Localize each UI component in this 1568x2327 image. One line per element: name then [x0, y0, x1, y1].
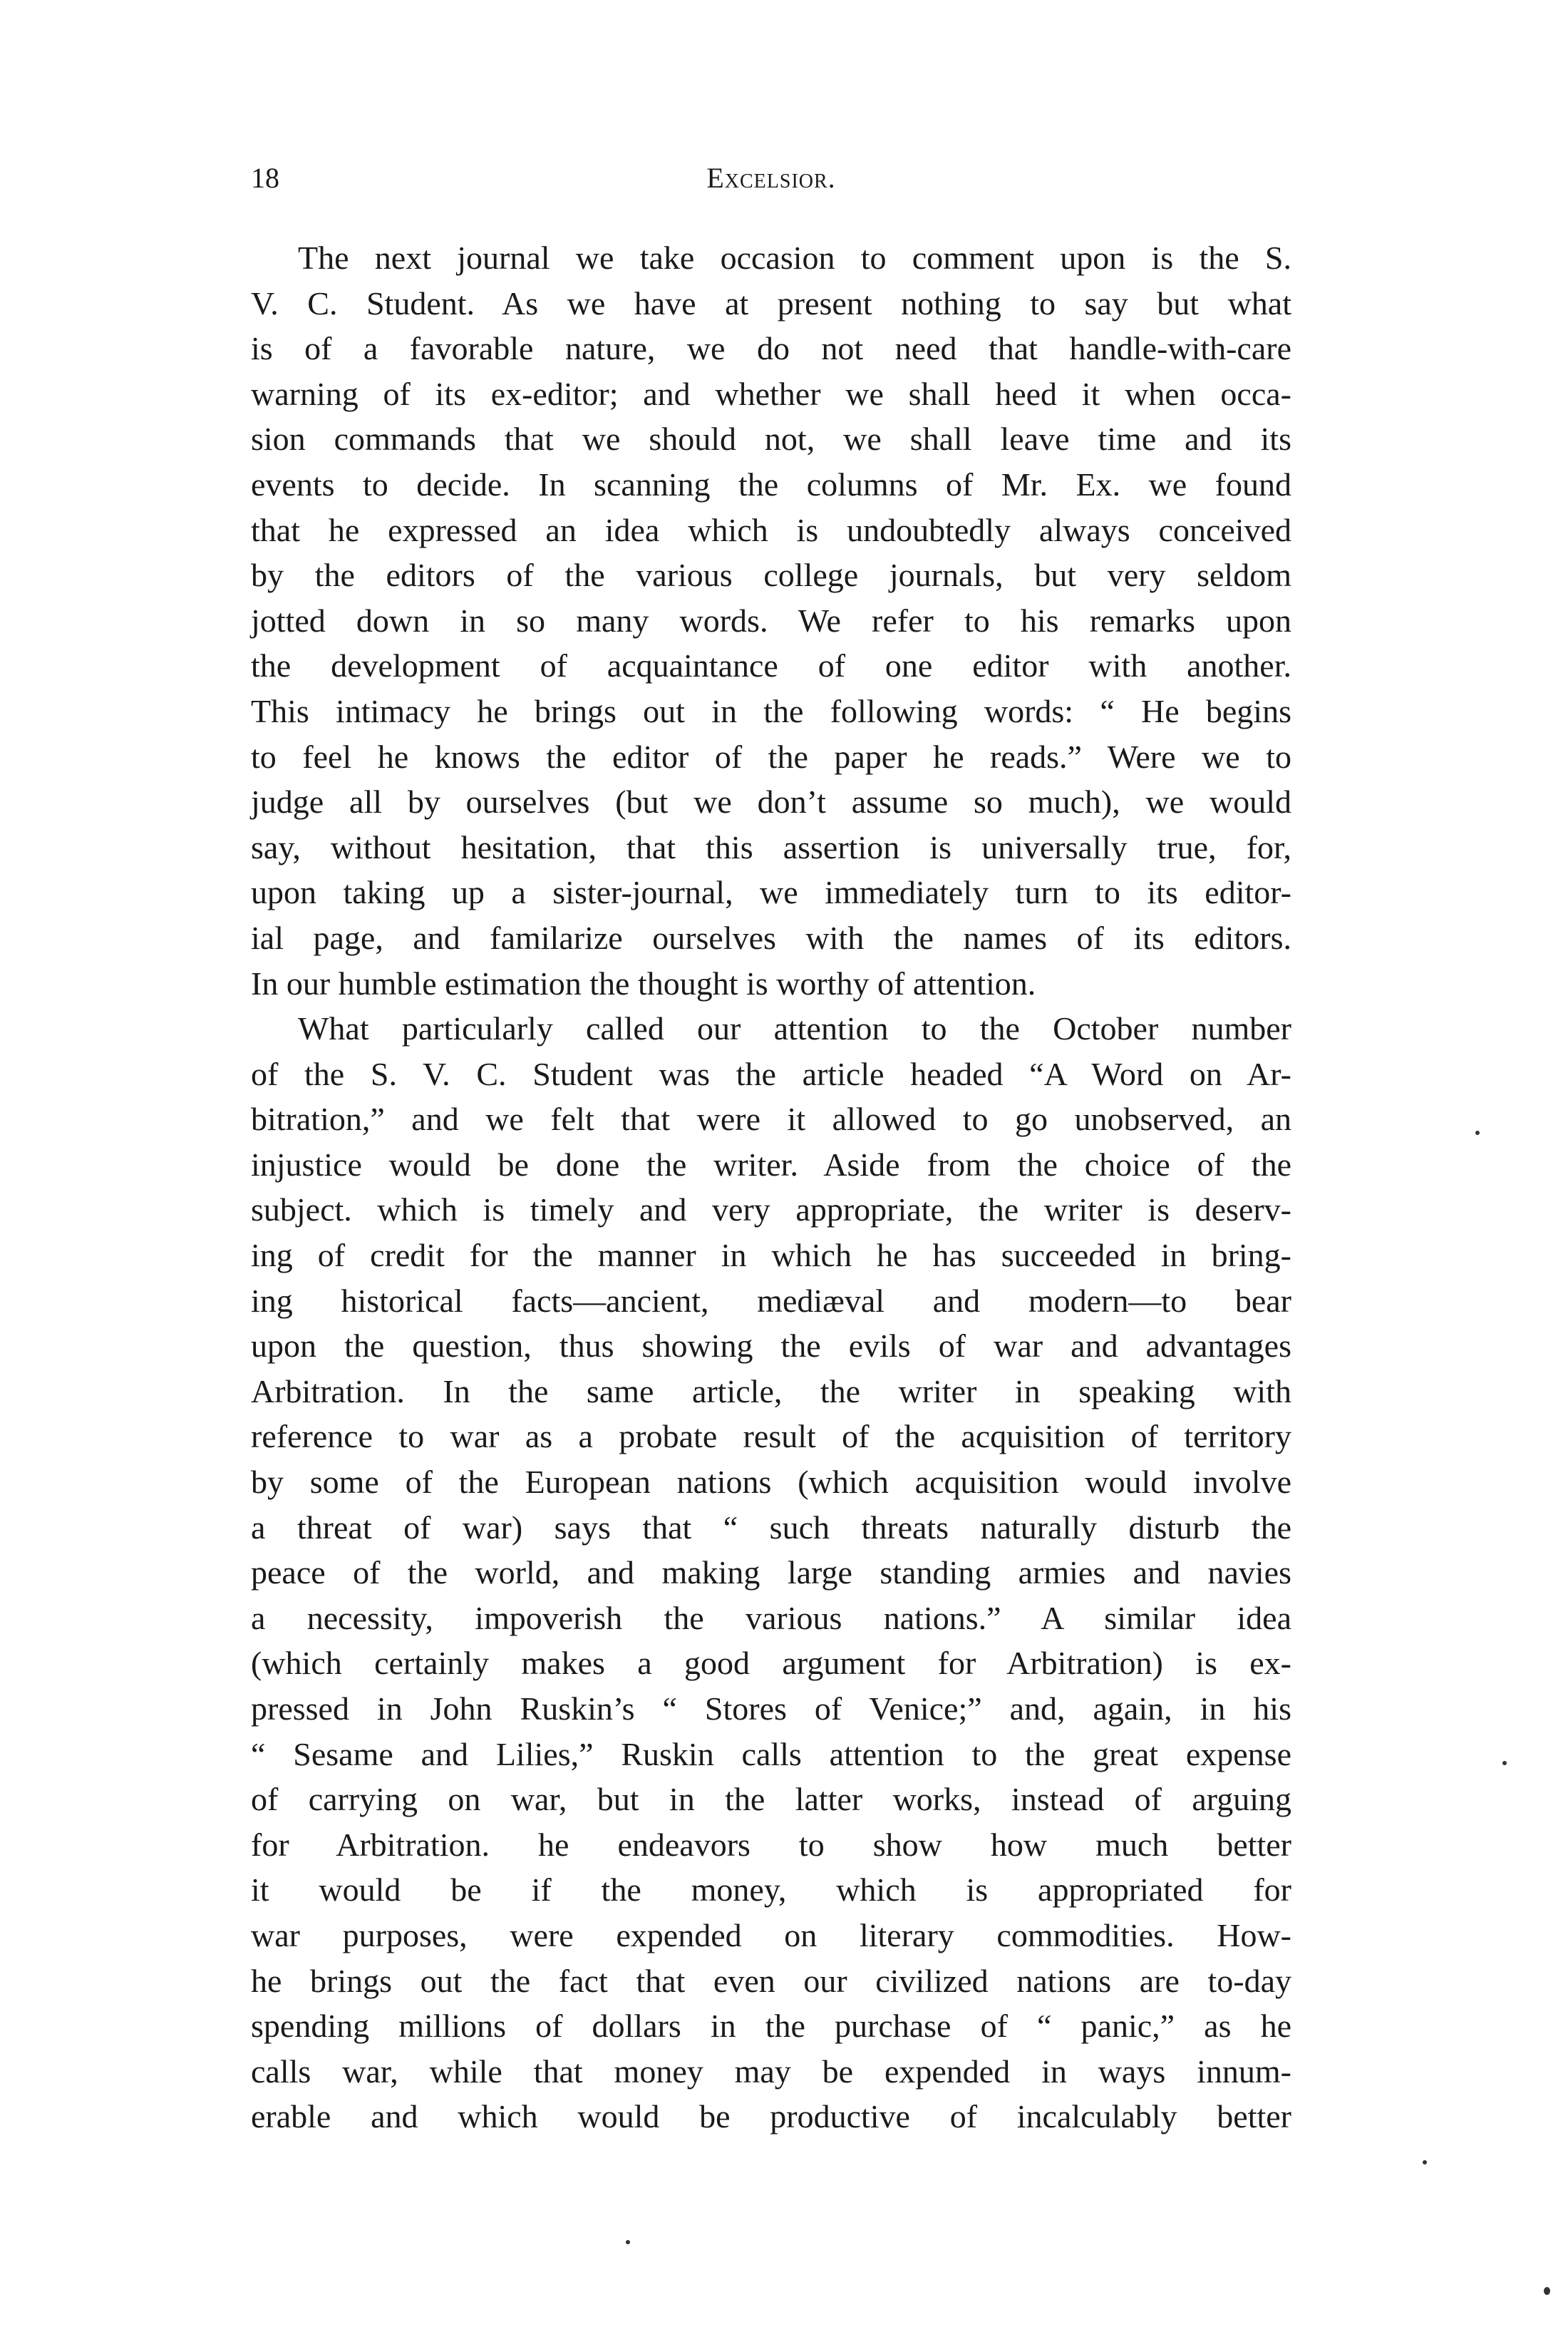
text-line: warning of its ex-editor; and whether we shall heed it when occa-: [251, 375, 1291, 412]
text-line: a threat of war) says that “ such threats naturally disturb the: [251, 1509, 1291, 1546]
print-speck: [1475, 1131, 1480, 1135]
text-line: sion commands that we should not, we shall leave time and its: [251, 421, 1291, 458]
text-line: upon taking up a sister-journal, we immediately turn to its editor-: [251, 874, 1291, 911]
paragraph-1: [251, 235, 1291, 1006]
text-line: the development of acquaintance of one editor with another.: [251, 647, 1291, 684]
paragraph-2: [251, 1006, 1291, 2139]
text-line: ing of credit for the manner in which he has succeeded in bring-: [251, 1237, 1291, 1274]
text-line: reference to war as a probate result of the acquisition of territory: [251, 1418, 1291, 1455]
text-line: events to decide. In scanning the columns of Mr. Ex. we found: [251, 466, 1291, 503]
text-line: war purposes, were expended on literary commodities. How-: [251, 1916, 1291, 1953]
text-line: ial page, and familarize ourselves with the names of its editors.: [251, 919, 1291, 956]
text-line: is of a favorable nature, we do not need that handle-with-care: [251, 330, 1291, 367]
text-line: he brings out the fact that even our civilized nations are to-day: [251, 1962, 1291, 1999]
text-line: judge all by ourselves (but we don’t assume so much), we would: [251, 784, 1291, 821]
text-line: injustice would be done the writer. Aside from the choice of the: [251, 1146, 1291, 1183]
running-head: Excelsior.: [706, 162, 836, 194]
text-line: What particularly called our attention to the October number: [298, 1010, 1291, 1047]
text-line: (which certainly makes a good argument for Arbitration) is ex-: [251, 1645, 1291, 1682]
text-line: peace of the world, and making large standing armies and navies: [251, 1554, 1291, 1591]
text-line: ing historical facts—ancient, mediæval and modern—to bear: [251, 1282, 1291, 1319]
text-line: jotted down in so many words. We refer to his remarks upon: [251, 602, 1291, 639]
print-speck: [1502, 1761, 1507, 1765]
page-header: [251, 158, 1291, 208]
text-line: bitration,” and we felt that were it allowed to go unobserved, an: [251, 1101, 1291, 1138]
print-speck: [1423, 2160, 1427, 2164]
text-line: upon the question, thus showing the evils of war and advantages: [251, 1327, 1291, 1365]
text-line: V. C. Student. As we have at present nothing to say but what: [251, 284, 1291, 322]
text-line: it would be if the money, which is appropriated for: [251, 1871, 1291, 1909]
text-line: erable and which would be productive of incalculably better: [251, 2098, 1291, 2135]
text-line: say, without hesitation, that this assertion is universally true, for,: [251, 828, 1291, 865]
text-line: In our humble estimation the thought is worthy of attention.: [251, 965, 1036, 1002]
text-line: pressed in John Ruskin’s “ Stores of Venice;” and, again, in his: [251, 1690, 1291, 1727]
text-line: spending millions of dollars in the purchase of “ panic,” as he: [251, 2008, 1291, 2045]
text-line: This intimacy he brings out in the following words: “ He begins: [251, 692, 1291, 729]
print-speck: [626, 2240, 630, 2244]
text-line: calls war, while that money may be expended in ways innum-: [251, 2053, 1291, 2090]
text-line: for Arbitration. he endeavors to show how much better: [251, 1826, 1291, 1863]
text-line: “ Sesame and Lilies,” Ruskin calls attention to the great expense: [251, 1735, 1291, 1772]
body-text: [251, 235, 1291, 2139]
text-line: Arbitration. In the same article, the writer in speaking with: [251, 1372, 1291, 1409]
text-line: of the S. V. C. Student was the article headed “A Word on Ar-: [251, 1055, 1291, 1092]
text-line: to feel he knows the editor of the paper he reads.” Were we to: [251, 738, 1291, 775]
text-line: a necessity, impoverish the various nations.” A similar idea: [251, 1599, 1291, 1636]
text-line: by the editors of the various college journals, but very seldom: [251, 557, 1291, 594]
text-line: of carrying on war, but in the latter works, instead of arguing: [251, 1781, 1291, 1818]
text-line: The next journal we take occasion to comment upon is the S.: [298, 240, 1291, 276]
print-speck: [1544, 2287, 1550, 2295]
text-line: that he expressed an idea which is undoubtedly always conceived: [251, 511, 1291, 548]
page-number: 18: [251, 162, 279, 194]
text-line: by some of the European nations (which acquisition would involve: [251, 1464, 1291, 1501]
text-line: subject. which is timely and very appropriate, the writer is deserv-: [251, 1191, 1291, 1228]
